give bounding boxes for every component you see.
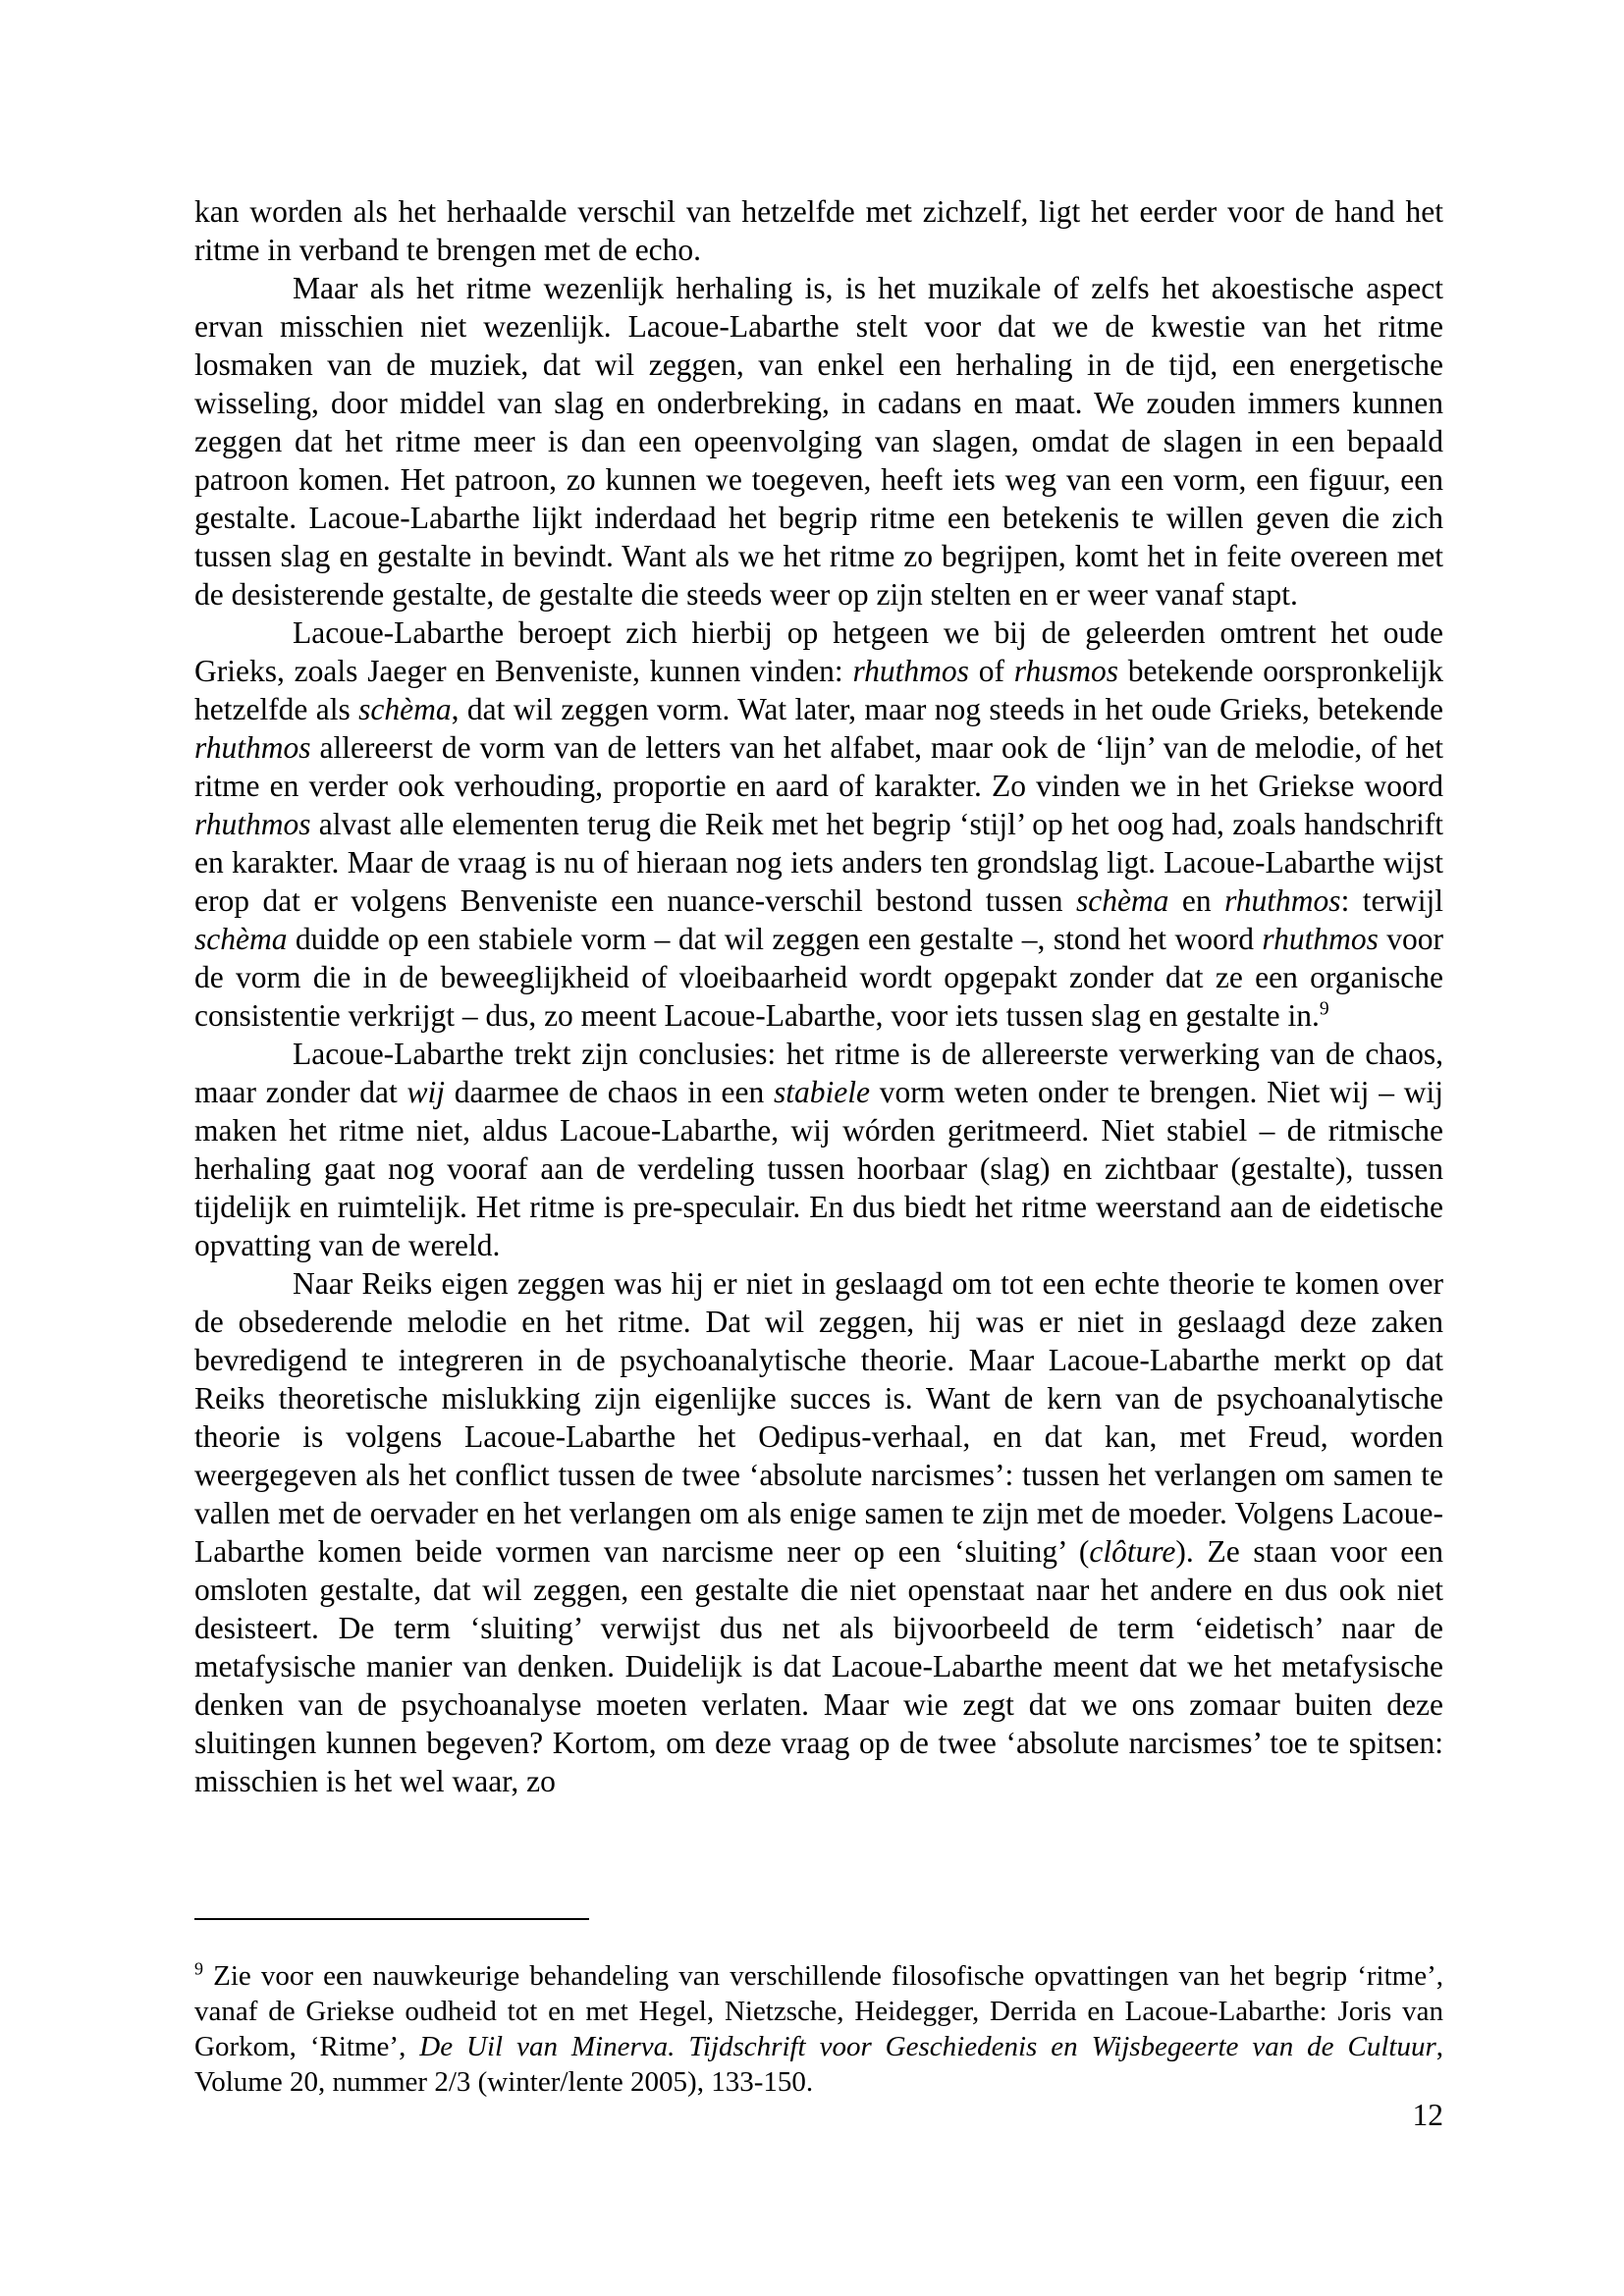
journal-title: De Uil van Minerva. Tijdschrift voor Geschiedenis en Wijsbegeerte van de Cultuur [419, 2031, 1436, 2062]
emphasis-stabiele: stabiele [774, 1075, 870, 1109]
body-text [194, 192, 1443, 1800]
term-schema: schèma [1075, 883, 1169, 918]
term-schema: schèma [194, 922, 288, 956]
paragraph-3: Lacoue-Labarthe beroept zich hierbij op hetgeen we bij de geleerden omtrent het oude Grieks, zoals Jaeger en Benveniste, kunnen vinden: rhuthmos of rhusmos betekende oorspronkelijk hetzelfde als schèma, dat wil zeggen vorm. Wat later, maar nog steeds in het oude Grieks, betekende rhuthmos allereerst de vorm van de letters van het alfabet, maar ook de ‘lijn’ van de melodie, of het ritme en verder ook verhouding, proportie en aard of karakter. Zo vinden we in het Griekse woord rhuthmos alvast alle elementen terug die Reik met het begrip ‘stijl’ op het oog had, zoals handschrift en karakter. Maar de vraag is nu of hieraan nog iets anders ten grondslag ligt. Lacoue-Labarthe wijst erop dat er volgens Benveniste een nuance-verschil bestond tussen schèma en rhuthmos: terwijl schèma duidde op een stabiele vorm – dat wil zeggen een gestalte –, stond het woord rhuthmos voor de vorm die in de beweeglijkheid of vloeibaarheid wordt opgepakt zonder dat ze een organische consistentie verkrijgt – dus, zo meent Lacoue-Labarthe, voor iets tussen slag en gestalte in.$^9$ [194, 615, 1444, 1033]
term-rhuthmos: rhuthmos [194, 730, 311, 765]
term-rhuthmos: rhuthmos [1262, 922, 1379, 956]
term-schema: schèma [358, 692, 452, 726]
term-rhuthmos: rhuthmos [852, 654, 969, 688]
paragraph-1: kan worden als het herhaalde verschil van hetzelfde met zichzelf, ligt het eerder voor de hand het ritme in verband te brengen met de echo. [194, 194, 1443, 267]
emphasis-wij: wij [406, 1075, 445, 1109]
footnote-number: 9 [194, 1958, 203, 1979]
footnote-reference: 9 [1319, 998, 1329, 1020]
paragraph-4: Lacoue-Labarthe trekt zijn conclusies: het ritme is de allereerste verwerking van de chaos, maar zonder dat wij daarmee de chaos in een stabiele vorm weten onder te brengen. Niet wij – wij maken het ritme niet, aldus Lacoue-Labarthe, wij wórden geritmeerd. Niet stabiel – de ritmische herhaling gaat nog vooraf aan de verdeling tussen hoorbaar (slag) en zichtbaar (gestalte), tussen tijdelijk en ruimtelijk. Het ritme is pre-speculair. En dus biedt het ritme weerstand aan de eidetische opvatting van de wereld. [194, 1037, 1443, 1262]
footnote-9: $^9$ Zie voor een nauwkeurige behandeling van verschillende filosofische opvattingen van het begrip ‘ritme’, vanaf de Griekse oudheid tot en met Hegel, Nietzsche, Heidegger, Derrida en Lacoue-Labarthe: Joris van Gorkom, ‘Ritme’, De Uil van Minerva. Tijdschrift voor Geschiedenis en Wijsbegeerte van de Cultuur, Volume 20, nummer 2/3 (winter/lente 2005), 133-150. [194, 1958, 1443, 2098]
page-number: 12 [1412, 2098, 1443, 2132]
term-rhuthmos: rhuthmos [194, 807, 311, 841]
footnote-divider [194, 1918, 589, 1920]
term-rhuthmos: rhuthmos [1224, 883, 1341, 918]
term-rhusmos: rhusmos [1013, 654, 1118, 688]
term-cloture: clôture [1089, 1534, 1176, 1569]
paragraph-2: Maar als het ritme wezenlijk herhaling is, is het muzikale of zelfs het akoestische aspect ervan misschien niet wezenlijk. Lacoue-Labarthe stelt voor dat we de kwestie van het ritme losmaken van de muziek, dat wil zeggen, van enkel een herhaling in de tijd, een energetische wisseling, door middel van slag en onderbreking, in cadans en maat. We zouden immers kunnen zeggen dat het ritme meer is dan een opeenvolging van slagen, omdat de slagen in een bepaald patroon komen. Het patroon, zo kunnen we toegeven, heeft iets weg van een vorm, een figuur, een gestalte. Lacoue-Labarthe lijkt inderdaad het begrip ritme een betekenis te willen geven die zich tussen slag en gestalte in bevindt. Want als we het ritme zo begrijpen, komt het in feite overeen met de desisterende gestalte, de gestalte die steeds weer op zijn stelten en er weer vanaf stapt. [194, 271, 1443, 612]
paragraph-5: Naar Reiks eigen zeggen was hij er niet in geslaagd om tot een echte theorie te komen over de obsederende melodie en het ritme. Dat wil zeggen, hij was er niet in geslaagd deze zaken bevredigend te integreren in de psychoanalytische theorie. Maar Lacoue-Labarthe merkt op dat Reiks theoretische mislukking zijn eigenlijke succes is. Want de kern van de psychoanalytische theorie is volgens Lacoue-Labarthe het Oedipus-verhaal, en dat kan, met Freud, worden weergegeven als het conflict tussen de twee ‘absolute narcismes’: tussen het verlangen om samen te vallen met de oervader en het verlangen om als enige samen te zijn met de moeder. Volgens Lacoue-Labarthe komen beide vormen van narcisme neer op een ‘sluiting’ (clôture). Ze staan voor een omsloten gestalte, dat wil zeggen, een gestalte die niet openstaat naar het andere en dus ook niet desisteert. De term ‘sluiting’ verwijst dus net als bijvoorbeeld de term ‘eidetisch’ naar de metafysische manier van denken. Duidelijk is dat Lacoue-Labarthe meent dat we het metafysische denken van de psychoanalyse moeten verlaten. Maar wie zegt dat we ons zomaar buiten deze sluitingen kunnen begeven? Kortom, om deze vraag op de twee ‘absolute narcismes’ toe te spitsen: misschien is het wel waar, zo [194, 1266, 1443, 1798]
